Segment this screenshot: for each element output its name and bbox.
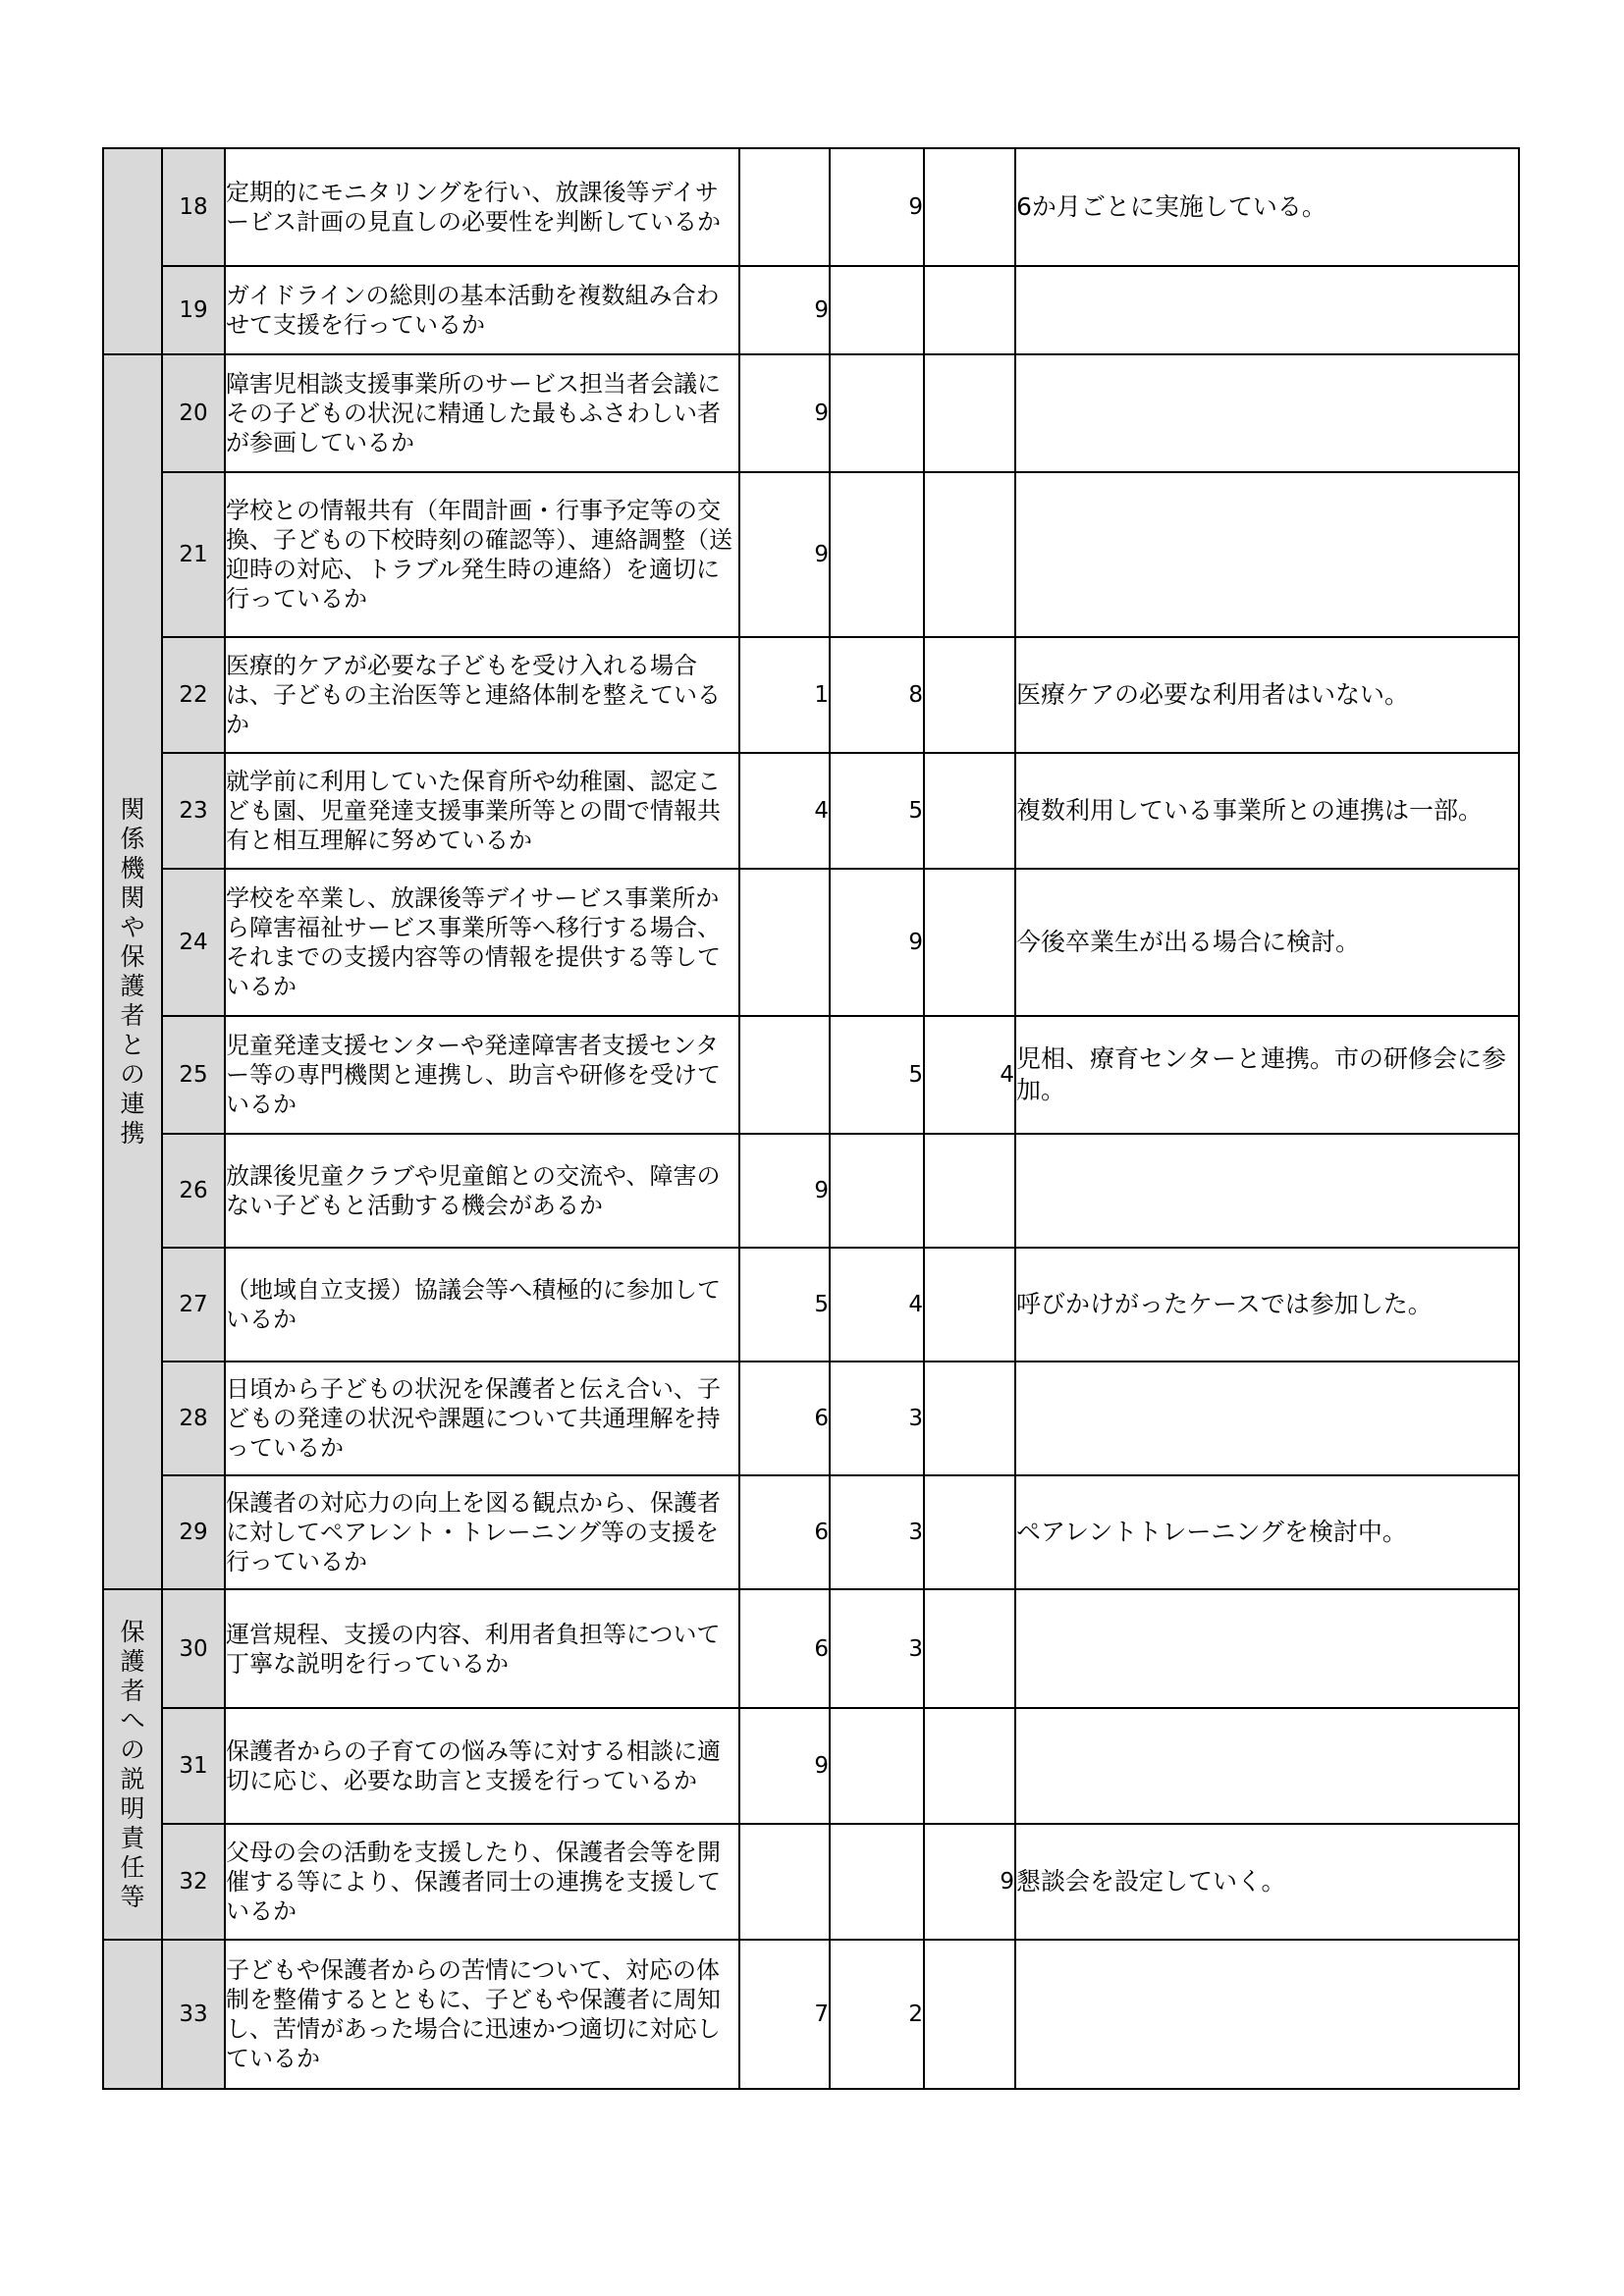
category-label: 関係機関や保護者との連携: [120, 795, 145, 1148]
unknown-count: [924, 637, 1015, 753]
item-number: 24: [162, 869, 225, 1016]
table-row: [103, 148, 1519, 266]
item-number: 22: [162, 637, 225, 753]
table-row: [103, 1589, 1519, 1708]
no-count: 5: [830, 753, 924, 869]
comment-text: 呼びかけがったケースでは参加した。: [1015, 1248, 1519, 1362]
comment-text: [1015, 1589, 1519, 1708]
unknown-count: [924, 1134, 1015, 1248]
item-number: 28: [162, 1362, 225, 1475]
comment-text: [1015, 1362, 1519, 1475]
yes-count: 6: [739, 1475, 830, 1589]
comment-text: 今後卒業生が出る場合に検討。: [1015, 869, 1519, 1016]
yes-count: [739, 869, 830, 1016]
unknown-count: [924, 869, 1015, 1016]
yes-count: 9: [739, 472, 830, 637]
comment-text: [1015, 1708, 1519, 1824]
question-text: 子どもや保護者からの苦情について、対応の体制を整備するとともに、子どもや保護者に周知し、苦情があった場合に迅速かつ適切に対応しているか: [225, 1940, 739, 2089]
yes-count: 9: [739, 266, 830, 354]
table-row: [103, 1824, 1519, 1940]
comment-text: ペアレントトレーニングを検討中。: [1015, 1475, 1519, 1589]
unknown-count: [924, 148, 1015, 266]
comment-text: 児相、療育センターと連携。市の研修会に参加。: [1015, 1016, 1519, 1134]
no-count: [830, 472, 924, 637]
no-count: 9: [830, 869, 924, 1016]
no-count: [830, 266, 924, 354]
comment-text: 懇談会を設定していく。: [1015, 1824, 1519, 1940]
yes-count: 4: [739, 753, 830, 869]
item-number: 30: [162, 1589, 225, 1708]
comment-text: [1015, 472, 1519, 637]
table-row: [103, 1362, 1519, 1475]
question-text: 運営規程、支援の内容、利用者負担等について丁寧な説明を行っているか: [225, 1589, 739, 1708]
no-count: 8: [830, 637, 924, 753]
question-text: 保護者の対応力の向上を図る観点から、保護者に対してペアレント・トレーニング等の支援を行っているか: [225, 1475, 739, 1589]
question-text: 医療的ケアが必要な子どもを受け入れる場合は、子どもの主治医等と連絡体制を整えているか: [225, 637, 739, 753]
item-number: 27: [162, 1248, 225, 1362]
no-count: 5: [830, 1016, 924, 1134]
item-number: 18: [162, 148, 225, 266]
item-number: 25: [162, 1016, 225, 1134]
item-number: 21: [162, 472, 225, 637]
no-count: [830, 1708, 924, 1824]
yes-count: 6: [739, 1589, 830, 1708]
question-text: 児童発達支援センターや発達障害者支援センター等の専門機関と連携し、助言や研修を受けているか: [225, 1016, 739, 1134]
yes-count: 9: [739, 1708, 830, 1824]
comment-text: 医療ケアの必要な利用者はいない。: [1015, 637, 1519, 753]
comment-text: [1015, 1134, 1519, 1248]
yes-count: [739, 1016, 830, 1134]
question-text: 障害児相談支援事業所のサービス担当者会議にその子どもの状況に精通した最もふさわしい者が参画しているか: [225, 354, 739, 472]
yes-count: 1: [739, 637, 830, 753]
category-label: 保護者への説明責任等: [120, 1617, 145, 1911]
question-text: 保護者からの子育ての悩み等に対する相談に適切に応じ、必要な助言と支援を行っているか: [225, 1708, 739, 1824]
question-text: 放課後児童クラブや児童館との交流や、障害のない子どもと活動する機会があるか: [225, 1134, 739, 1248]
unknown-count: [924, 266, 1015, 354]
table-row: [103, 1708, 1519, 1824]
question-text: 学校を卒業し、放課後等デイサービス事業所から障害福祉サービス事業所等へ移行する場合、それまでの支援内容等の情報を提供する等しているか: [225, 869, 739, 1016]
comment-text: [1015, 1940, 1519, 2089]
item-number: 23: [162, 753, 225, 869]
unknown-count: [924, 1708, 1015, 1824]
unknown-count: [924, 354, 1015, 472]
yes-count: 5: [739, 1248, 830, 1362]
question-text: 日頃から子どもの状況を保護者と伝え合い、子どもの発達の状況や課題について共通理解を持っているか: [225, 1362, 739, 1475]
category-cell: [103, 148, 162, 354]
table-row: [103, 1248, 1519, 1362]
table-row: [103, 753, 1519, 869]
evaluation-table: [102, 147, 1520, 2090]
unknown-count: [924, 753, 1015, 869]
yes-count: 9: [739, 354, 830, 472]
table-row: [103, 1016, 1519, 1134]
category-cell: [103, 354, 162, 1589]
table-row: [103, 472, 1519, 637]
unknown-count: [924, 1248, 1015, 1362]
unknown-count: [924, 1589, 1015, 1708]
item-number: 20: [162, 354, 225, 472]
question-text: （地域自立支援）協議会等へ積極的に参加しているか: [225, 1248, 739, 1362]
category-cell: [103, 1940, 162, 2089]
unknown-count: [924, 1475, 1015, 1589]
table-row: [103, 1940, 1519, 2089]
question-text: 定期的にモニタリングを行い、放課後等デイサービス計画の見直しの必要性を判断しているか: [225, 148, 739, 266]
item-number: 32: [162, 1824, 225, 1940]
category-cell: [103, 1589, 162, 1940]
table-row: [103, 266, 1519, 354]
no-count: 9: [830, 148, 924, 266]
item-number: 31: [162, 1708, 225, 1824]
unknown-count: [924, 1940, 1015, 2089]
item-number: 33: [162, 1940, 225, 2089]
table-row: [103, 354, 1519, 472]
unknown-count: 9: [924, 1824, 1015, 1940]
no-count: [830, 1134, 924, 1248]
no-count: 3: [830, 1589, 924, 1708]
yes-count: [739, 1824, 830, 1940]
no-count: 2: [830, 1940, 924, 2089]
table-row: [103, 1475, 1519, 1589]
question-text: 学校との情報共有（年間計画・行事予定等の交換、子どもの下校時刻の確認等）、連絡調整（送迎時の対応、トラブル発生時の連絡）を適切に行っているか: [225, 472, 739, 637]
no-count: 3: [830, 1362, 924, 1475]
comment-text: 複数利用している事業所との連携は一部。: [1015, 753, 1519, 869]
unknown-count: 4: [924, 1016, 1015, 1134]
no-count: [830, 354, 924, 472]
comment-text: [1015, 266, 1519, 354]
table-row: [103, 637, 1519, 753]
question-text: 父母の会の活動を支援したり、保護者会等を開催する等により、保護者同士の連携を支援しているか: [225, 1824, 739, 1940]
yes-count: 6: [739, 1362, 830, 1475]
no-count: [830, 1824, 924, 1940]
yes-count: 9: [739, 1134, 830, 1248]
unknown-count: [924, 472, 1015, 637]
unknown-count: [924, 1362, 1015, 1475]
yes-count: 7: [739, 1940, 830, 2089]
question-text: 就学前に利用していた保育所や幼稚園、認定こども園、児童発達支援事業所等との間で情報共有と相互理解に努めているか: [225, 753, 739, 869]
table-row: [103, 869, 1519, 1016]
no-count: 4: [830, 1248, 924, 1362]
comment-text: [1015, 354, 1519, 472]
table-row: [103, 1134, 1519, 1248]
item-number: 26: [162, 1134, 225, 1248]
question-text: ガイドラインの総則の基本活動を複数組み合わせて支援を行っているか: [225, 266, 739, 354]
no-count: 3: [830, 1475, 924, 1589]
comment-text: 6か月ごとに実施している。: [1015, 148, 1519, 266]
item-number: 29: [162, 1475, 225, 1589]
item-number: 19: [162, 266, 225, 354]
yes-count: [739, 148, 830, 266]
